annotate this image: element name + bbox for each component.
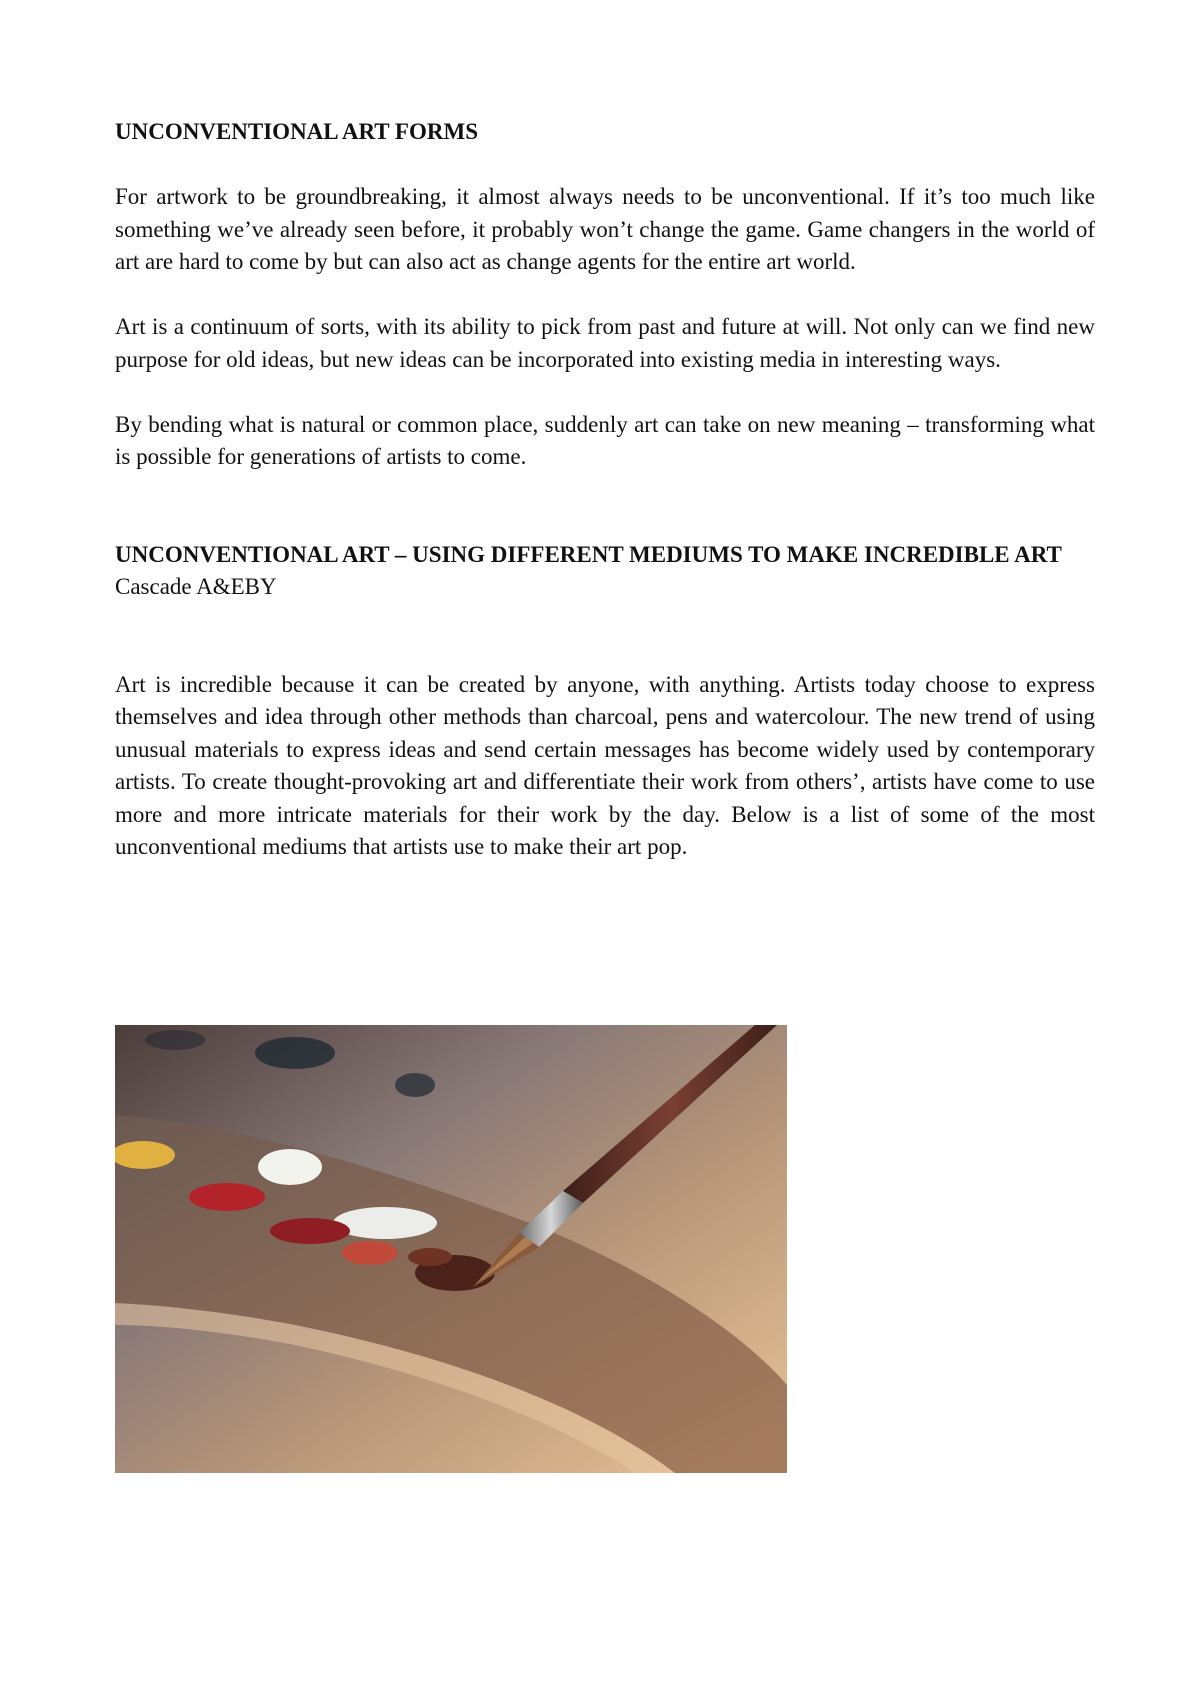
- section1-heading: UNCONVENTIONAL ART FORMS: [115, 119, 478, 144]
- section2-heading: UNCONVENTIONAL ART – USING DIFFERENT MEDIUMS TO MAKE INCREDIBLE ART: [115, 541, 1062, 567]
- document-body: [115, 116, 1095, 864]
- section1-paragraph-1: For artwork to be groundbreaking, it almost always needs to be unconventional. If it’s too much like something we’ve already seen before, it probably won’t change the game. Game changers in the world of art are hard to come by but can also act as change agents for the entire art world.: [115, 184, 1095, 274]
- section2-byline: Cascade A&EBY: [115, 574, 277, 599]
- section2-paragraph: Art is incredible because it can be created by anyone, with anything. Artists today choose to express themselves and idea through other methods than charcoal, pens and watercolour. The new trend of using unusual materials to express ideas and send certain messages has become widely used by contemporary artists. To create thought-provoking art and differentiate their work from others’, artists have come to use more and more intricate materials for their work by the day. Below is a list of some of the most unconventional mediums that artists use to make their art pop.: [115, 671, 1095, 859]
- palette-brush-illustration: [115, 1025, 787, 1473]
- section1-paragraph-3: By bending what is natural or common place, suddenly art can take on new meaning – transforming what is possible for generations of artists to come.: [115, 411, 1095, 469]
- paint-palette-photo: [115, 1025, 787, 1473]
- section1-paragraph-2: Art is a continuum of sorts, with its ability to pick from past and future at will. Not only can we find new purpose for old ideas, but new ideas can be incorporated into existing media in interesting ways.: [115, 314, 1095, 372]
